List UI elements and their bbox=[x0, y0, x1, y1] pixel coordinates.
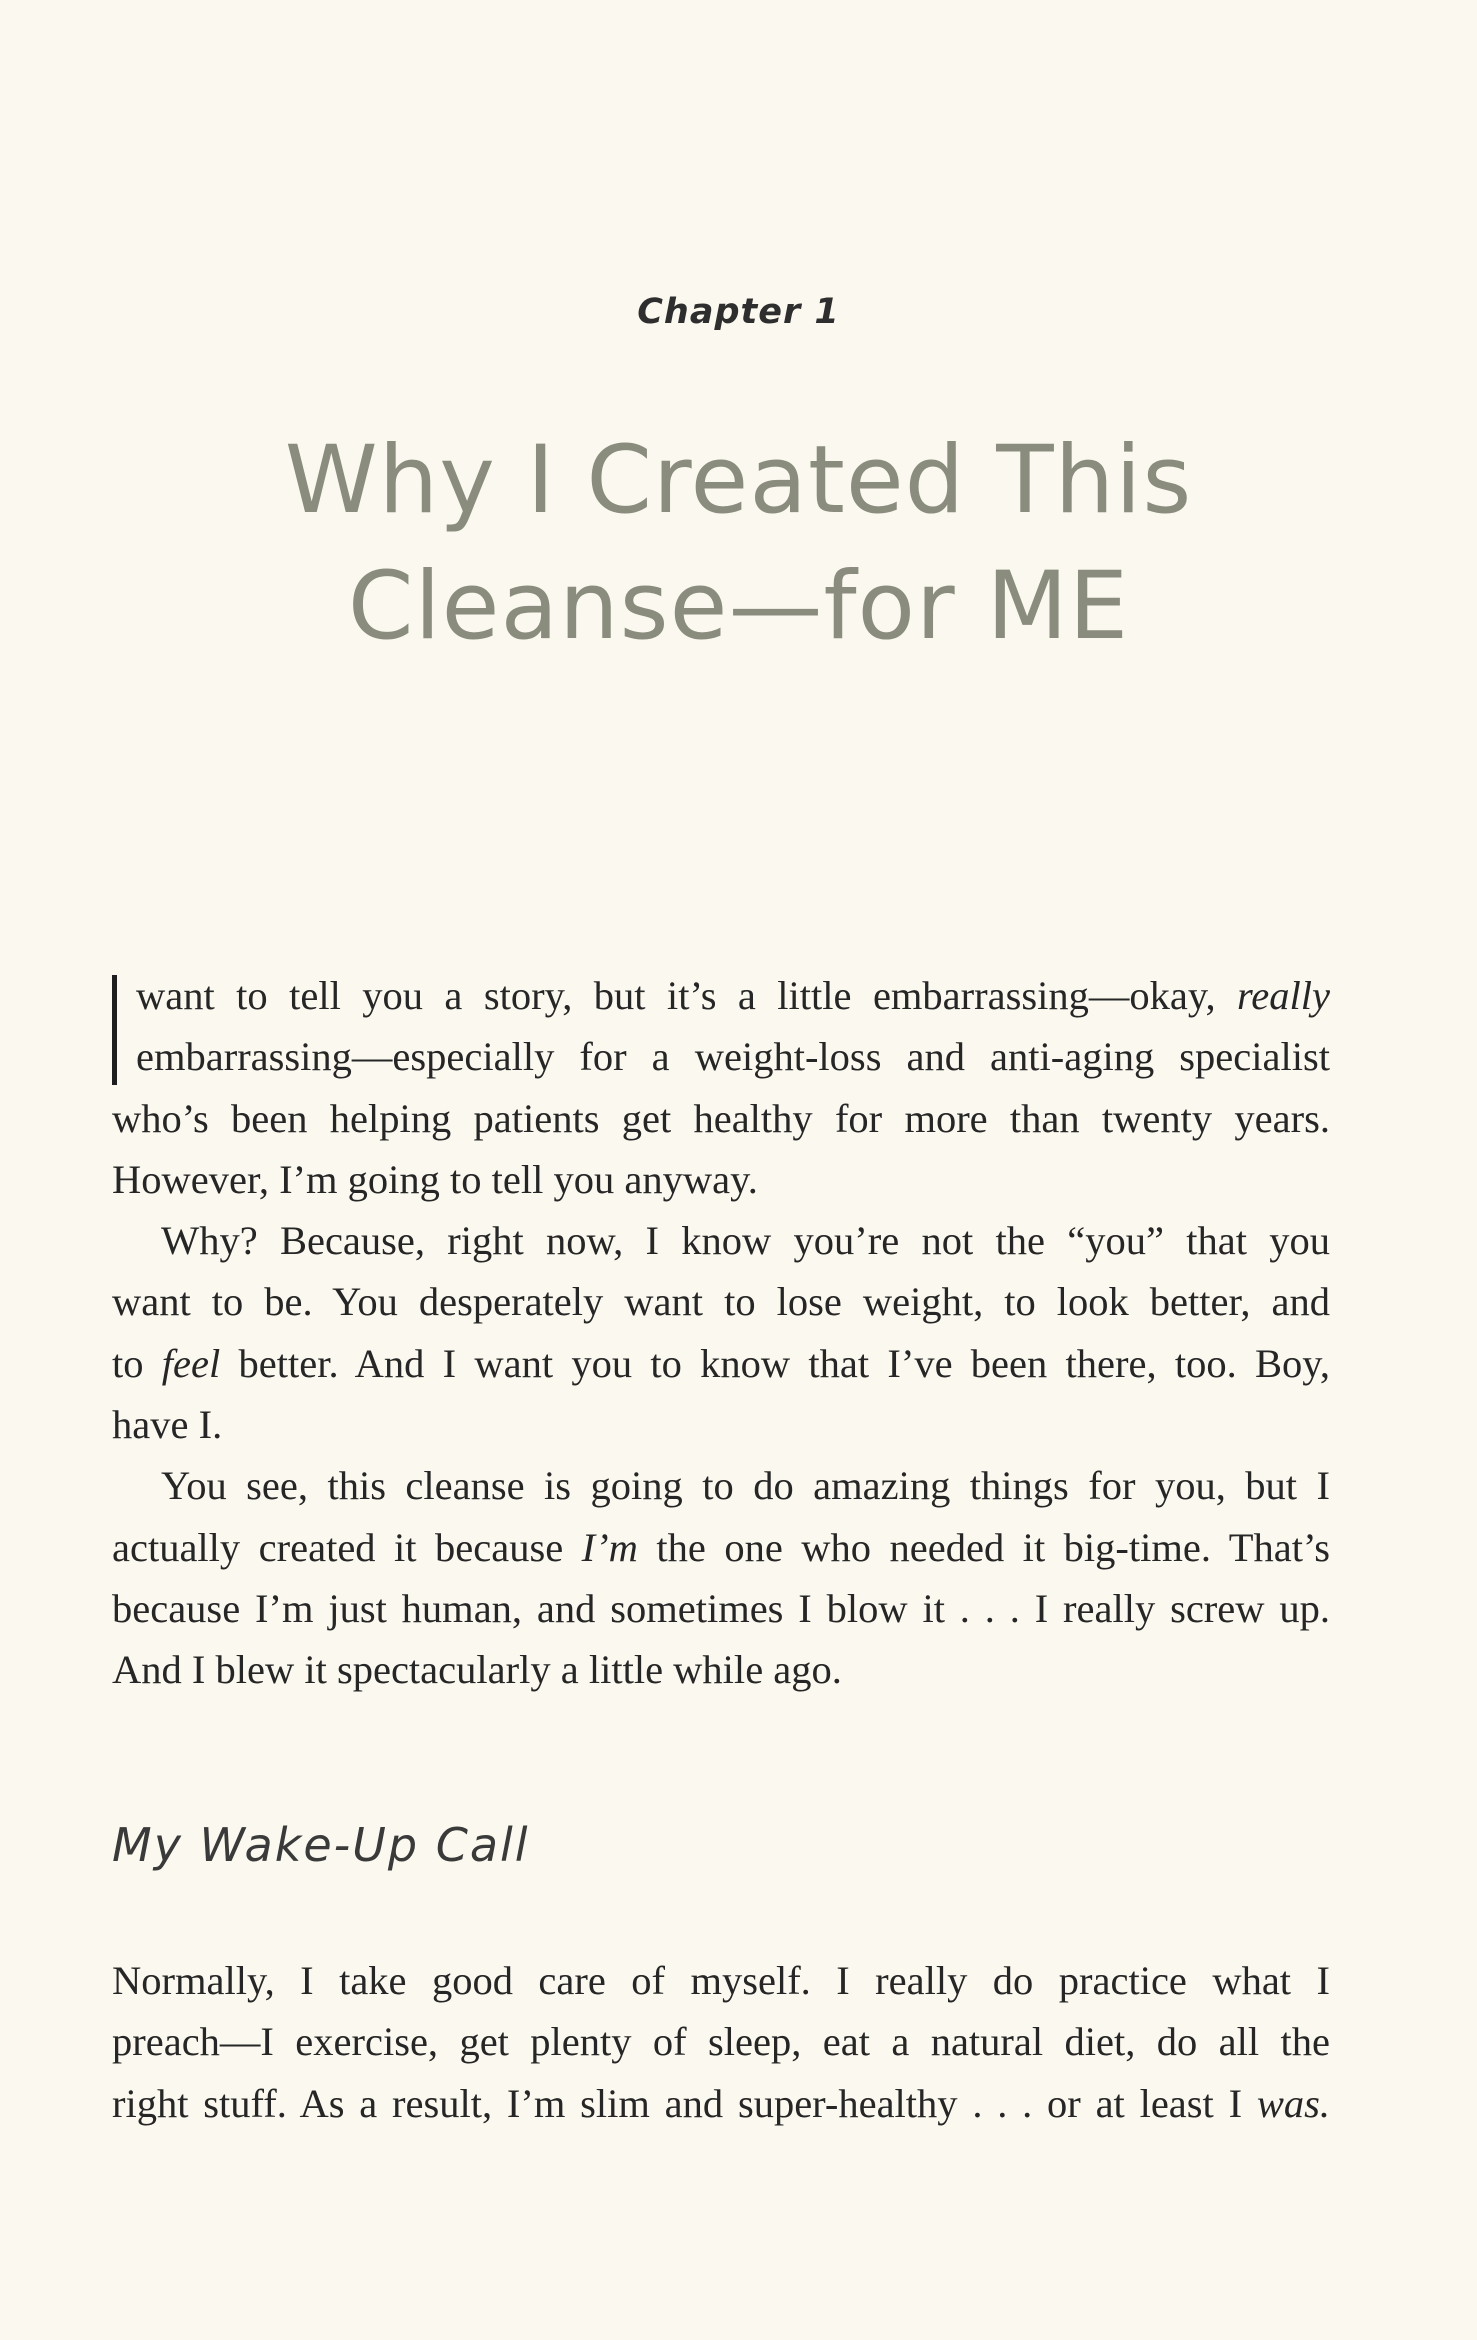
chapter-title bbox=[0, 418, 1477, 670]
text-line: to feel better. And I want you to know that I’ve been there, too. Boy, bbox=[112, 1340, 1330, 1386]
paragraph-2 bbox=[112, 1210, 1330, 1455]
text-line: want to be. You desperately want to lose weight, to look better, and bbox=[112, 1279, 1330, 1325]
intro-text bbox=[112, 965, 1330, 1701]
paragraph-4 bbox=[112, 1950, 1330, 2134]
chapter-title-line-2: Cleanse—for ME bbox=[347, 552, 1130, 661]
section-text bbox=[112, 1950, 1330, 2134]
paragraph-1 bbox=[112, 965, 1330, 1210]
text-line: However, I’m going to tell you anyway. bbox=[112, 1156, 758, 1202]
text-line: because I’m just human, and sometimes I blow it . . . I really screw up. bbox=[112, 1585, 1330, 1631]
text-line: Normally, I take good care of myself. I really do practice what I bbox=[112, 1958, 1330, 2003]
text-line: Why? Because, right now, I know you’re not the “you” that you bbox=[161, 1218, 1330, 1264]
chapter-label: Chapter 1 bbox=[637, 292, 840, 332]
text-line: who’s been helping patients get healthy for more than twenty years. bbox=[112, 1095, 1330, 1141]
section-heading: My Wake-Up Call bbox=[112, 1818, 530, 1872]
text-line: right stuff. As a result, I’m slim and super-healthy . . . or at least I was. bbox=[112, 2080, 1330, 2126]
text-line: preach—I exercise, get plenty of sleep, eat a natural diet, do all the bbox=[112, 2019, 1330, 2065]
paragraph-3 bbox=[112, 1455, 1330, 1700]
chapter-title-line-1: Why I Created This bbox=[284, 426, 1193, 535]
drop-cap-i bbox=[112, 975, 117, 1085]
text-line: You see, this cleanse is going to do amazing things for you, but I bbox=[161, 1463, 1330, 1509]
text-line: embarrassing—especially for a weight-loss and anti-aging specialist bbox=[136, 1034, 1330, 1080]
text-line: have I. bbox=[112, 1402, 223, 1448]
text-line: actually created it because I’m the one who needed it big-time. That’s bbox=[112, 1524, 1330, 1570]
text-line: And I blew it spectacularly a little while ago. bbox=[112, 1647, 842, 1693]
text-line: want to tell you a story, but it’s a little embarrassing—okay, really bbox=[136, 973, 1330, 1018]
